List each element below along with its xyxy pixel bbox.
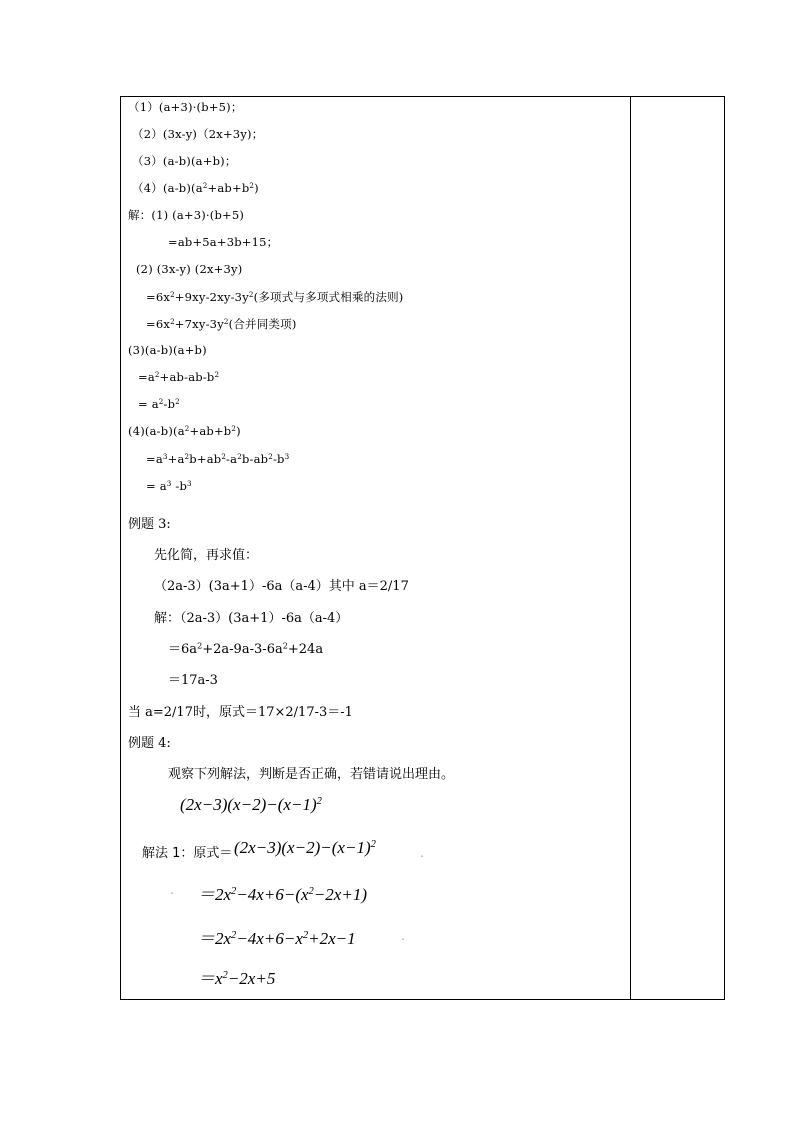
solution-4-step-1: $=a^3+a^2b+ab^2-a^2b-ab^2-b^3$: [146, 452, 290, 466]
exercise-3: （3）(a-b)(a+b)；: [132, 154, 237, 168]
example-3-answer: 当 a=2/17时，原式＝17×2/17-3＝-1: [128, 705, 353, 720]
solution-2-step-1: $=6x^2+9xy-2xy-3y^2$(多项式与多项式相乘的法则): [146, 290, 404, 304]
method-1-step-1: $=2x^2-4x+6-(x^2-2x+1)$: [198, 885, 367, 904]
example-3-problem: （2a-3）(3a+1）-6a（a-4）其中 a＝2/17: [154, 579, 409, 594]
solution-2-head: (2) (3x-y) (2x+3y): [136, 262, 243, 276]
exercise-1: （1）(a+3)·(b+5)；: [128, 100, 243, 114]
mark-dot: .: [170, 883, 174, 897]
mark-dot: .: [401, 929, 405, 943]
solution-2-step-2: $=6x^2+7xy-3y^2$(合并同类项): [146, 317, 297, 331]
solution-3-step-1: $=a^2+ab-ab-b^2$: [138, 370, 220, 384]
example-4-instruction: 观察下列解法，判断是否正确，若错请说出理由。: [168, 767, 455, 782]
example-3-title: 例题 3:: [128, 517, 171, 532]
solution-3-step-2: = $a^2-b^2$: [138, 397, 180, 411]
method-1-label: 解法 1：原式＝: [142, 846, 233, 861]
solution-4-head: $(4)(a-b)(a^2+ab+b^2)$: [128, 424, 241, 438]
column-divider: [630, 97, 631, 999]
example-3-solution-head: 解：（2a-3）(3a+1）-6a（a-4）: [154, 611, 349, 626]
method-1-step-3: $=x^2-2x+5$: [198, 969, 276, 988]
example-4-expression: $(2x-3)(x-2)-(x-1)^2$: [180, 795, 322, 814]
solution-1-step: =ab+5a+3b+15；: [168, 235, 279, 249]
solution-4-step-2: = $a^3$ $-b^3$: [146, 479, 192, 493]
exercise-4: $(4)(a-b)(a^2+ab+b^2)$: [132, 181, 259, 195]
example-3-step-1: $=6a^2+2a-9a-3-6a^2+24a$: [168, 641, 324, 657]
solution-1-head: 解：(1) (a+3)·(b+5): [128, 208, 245, 222]
method-1-step-2: $=2x^2-4x+6-x^2+2x-1$: [198, 929, 356, 948]
solution-3-head: (3)(a-b)(a+b): [128, 343, 207, 357]
mark-dot: .: [420, 846, 424, 860]
exercise-2: （2）(3x-y)（2x+3y)；: [132, 127, 264, 141]
example-3-instruction: 先化简，再求值：: [154, 548, 259, 563]
example-4-title: 例题 4:: [128, 736, 171, 751]
method-1-expression: $(2x-3)(x-2)-(x-1)^2$: [234, 838, 376, 857]
example-3-step-2: ＝17a-3: [168, 673, 218, 688]
